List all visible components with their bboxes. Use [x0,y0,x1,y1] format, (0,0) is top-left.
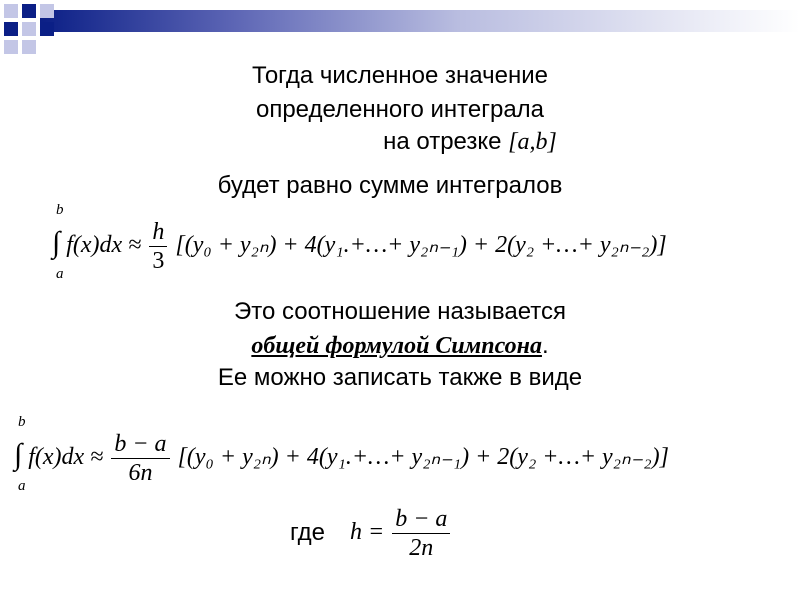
header-gradient-bar [40,10,800,32]
where-label: где [290,519,326,546]
simpson-term: общей формулой Симпсона [251,333,542,359]
text-line-7: Ее можно записать также в виде [217,364,583,391]
integrand: f(x)dx ≈ [66,232,142,259]
decor-square [22,4,36,18]
decor-square [40,4,54,18]
fraction [111,430,169,487]
text-line-1: Тогда численное значение [252,62,548,89]
fraction-numerator: b − a [392,505,450,534]
decor-square [4,22,18,36]
decor-square [4,4,18,18]
interval-label: на отрезке [383,128,502,155]
fraction [149,218,167,275]
h-definition [290,505,510,585]
text-line-4: будет равно сумме интегралов [217,172,563,199]
interval: [a,b] [508,129,557,155]
period: . [541,332,549,359]
formula-body: [(y₀ + y₂ₙ) + 4(y₁.+…+ y₂ₙ₋₁) + 2(y₂ +…+ y₂ₙ₋₂)] [177,444,669,471]
fraction-denominator: 2n [409,535,434,561]
integral-upper-limit: b [56,202,64,218]
text-line-2: определенного интеграла [255,96,545,123]
h-lhs: h = [350,519,385,546]
integral-lower-limit: a [56,266,64,282]
fraction-denominator: 6n [128,460,153,486]
integrand: f(x)dx ≈ [28,444,104,471]
text-line-5: Это соотношение называется [234,298,566,325]
simpson-formula-h [52,200,792,290]
simpson-formula-ba [14,412,794,502]
formula-body: [(y₀ + y₂ₙ) + 4(y₁.+…+ y₂ₙ₋₁) + 2(y₂ +…+ y₂ₙ₋₂)] [175,232,667,259]
fraction-numerator: b − a [111,430,169,459]
integral-sign: ∫ [52,226,61,260]
fraction [392,505,450,562]
decor-square [4,40,18,54]
fraction-denominator: 3 [152,248,165,274]
decor-square [40,22,54,36]
decor-square [22,40,36,54]
fraction-numerator: h [149,218,167,247]
integral-sign: ∫ [14,438,23,472]
integral-upper-limit: b [18,414,26,430]
decor-square [22,22,36,36]
text-line-6 [0,332,800,360]
text-line-3 [70,128,800,156]
integral-lower-limit: a [18,478,26,494]
